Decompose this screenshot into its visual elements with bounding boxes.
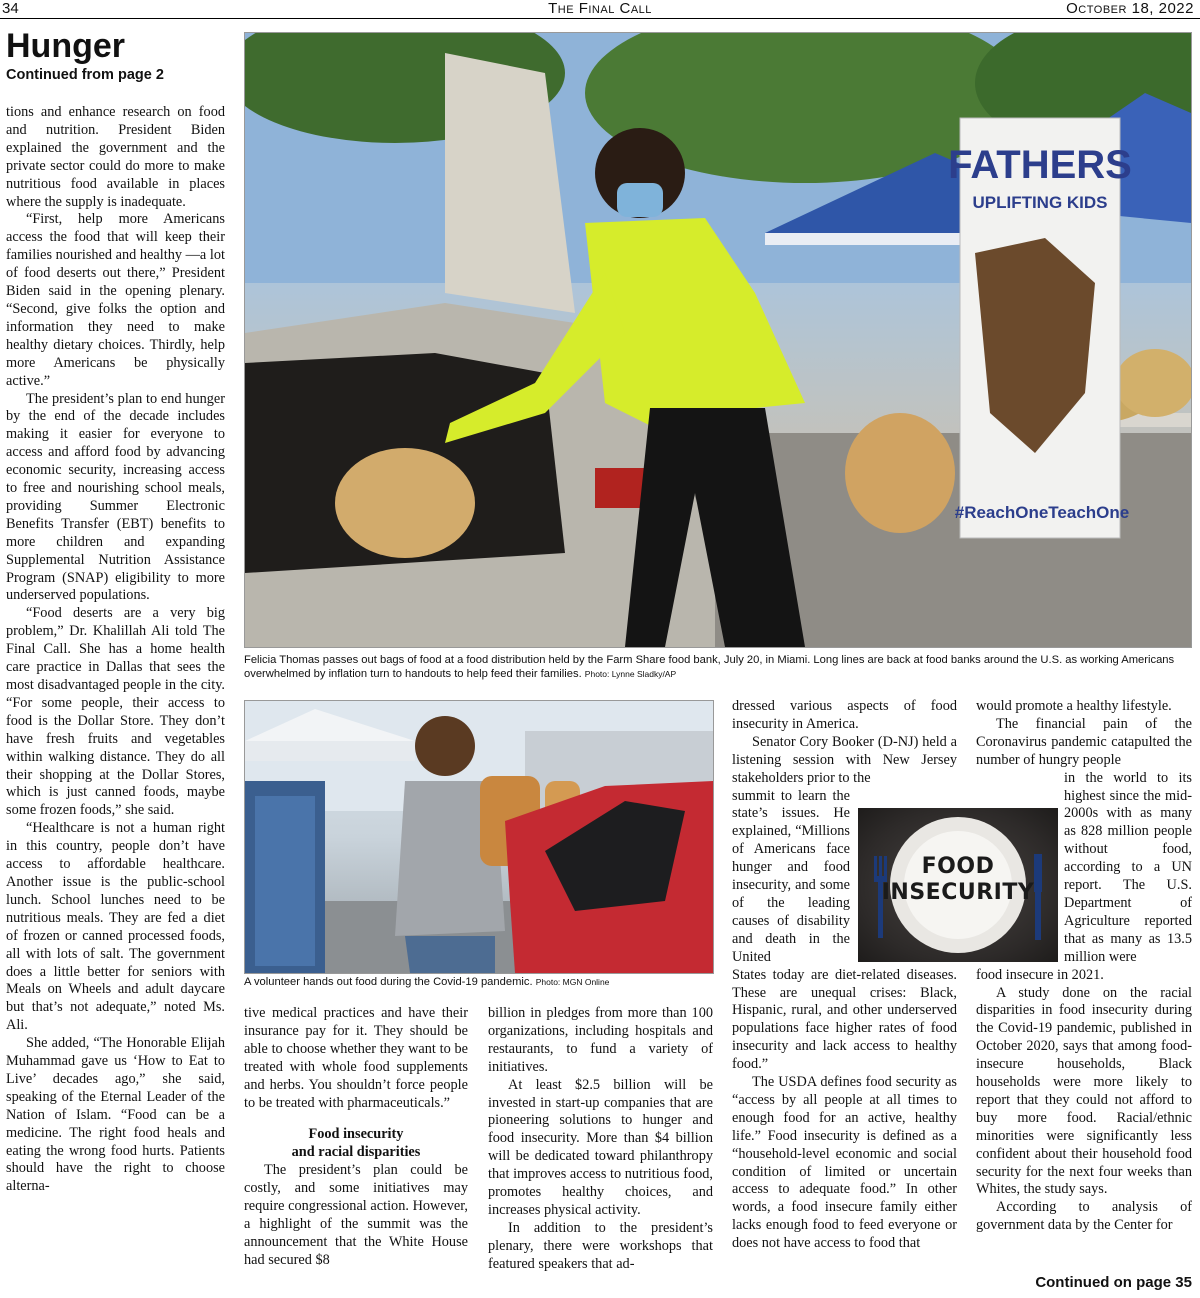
paragraph-continued: States today are diet-related diseases. These are unequal crises: Black, Hispanic, rural, and other underserved populations face higher rates of food insecurity and lack access to healthy food.” bbox=[732, 966, 957, 1073]
food-insecurity-graphic bbox=[858, 808, 1058, 962]
banner-title: FATHERS bbox=[948, 143, 1132, 187]
paragraph: The president’s plan to end hunger by the end of the decade includes making it easier for everyone to access and afford food by advancing economic security, increasing access to free and nourishing school meals, providing Summer Electronic Benefits Transfer (EBT) benefits to more children and expanding Supplemental Nutrition Assistance Program (SNAP) eligibility to more underserved populations. bbox=[6, 390, 225, 604]
caption-text: A volunteer hands out food during the Covid-19 pandemic. bbox=[244, 976, 533, 988]
banner-hashtag: #ReachOneTeachOne bbox=[954, 503, 1130, 522]
second-photo bbox=[244, 700, 714, 974]
continued-on: Continued on page 35 bbox=[1031, 1274, 1192, 1292]
paragraph: “Healthcare is not a human right in this country, people don’t have access to affordable healthcare. Another issue is the public-school lunch. School lunches need to be nutritious meals. They are fed a diet of frozen or canned processed foods, all with lots of salt. The government does a little better for seniors with Meals on Wheels and adult daycare but that’s not adequate,” noted Ms. Ali. bbox=[6, 820, 225, 1034]
paragraph: “Food deserts are a very big problem,” Dr. Khalillah Ali told The Final Call. She has a home health care practice in Dallas that sees the most disadvantaged people in the city. “For some people, their access to food is the Dollar Store. They don’t have fresh fruits and vegetables within walking distance. They do all their shopping at the Dollar Stores, which is just canned foods, maybe some frozen foods,” she said. bbox=[6, 605, 225, 819]
article-column-2 bbox=[244, 1005, 468, 1298]
main-photo-caption bbox=[244, 654, 1194, 681]
headline: Hunger bbox=[6, 27, 125, 65]
paragraph: billion in pledges from more than 100 organizations, including hospitals and restaurants, to fund a variety of initiatives. bbox=[488, 1005, 713, 1075]
paragraph: At least $2.5 billion will be invested in start-up companies that are pioneering solutions to hunger and food insecurity. More than $4 billion will be dedicated toward philanthropy that improves access to nutritious food, promotes healthy choices, and increases physical activity. bbox=[488, 1076, 713, 1218]
paragraph: She added, “The Honorable Elijah Muhammad gave us ‘How to Eat to Live’ decades ago,” she said, speaking of the Eternal Leader of the Nation of Islam. “Food can be a medicine. The right food heals and eating the wrong food hurts. Patients should have the right to choose alterna- bbox=[6, 1035, 225, 1195]
graphic-title-line-1: FOOD bbox=[921, 854, 995, 879]
publication-name: The Final Call bbox=[548, 0, 652, 17]
page-header bbox=[0, 0, 1200, 19]
second-photo-caption bbox=[244, 976, 714, 990]
subheading-line-1: Food insecurity bbox=[308, 1126, 404, 1143]
issue-date: October 18, 2022 bbox=[1066, 0, 1194, 17]
caption-text: Felicia Thomas passes out bags of food at a food distribution held by the Farm Share food bank, July 20, in Miami. Long lines are back at food banks around the U.S. as working Americans overwhelmed by inflation turn to handouts to help feed their families. bbox=[244, 654, 1175, 680]
paragraph: The president’s plan could be costly, and some initiatives may require congressional action. However, a highlight of the summit was the announcement that the White House had secured $8 bbox=[244, 1162, 468, 1268]
paragraph: The financial pain of the Coronavirus pandemic catapulted the number of hungry people bbox=[976, 715, 1192, 768]
paragraph: tive medical practices and have their insurance pay for it. They should be able to choose whether they want to be treated with whole food supplements and herbs. You shouldn’t force people to be treated with pharmaceuticals.” bbox=[244, 1005, 468, 1111]
article-column-4 bbox=[732, 698, 957, 1298]
paragraph: would promote a healthy lifestyle. bbox=[976, 698, 1172, 714]
photo-credit: Photo: Lynne Sladky/AP bbox=[584, 668, 677, 679]
article-column-3 bbox=[488, 1005, 713, 1298]
paragraph-continued: food insecure in 2021. bbox=[976, 966, 1104, 983]
main-photo-illustration bbox=[245, 33, 1191, 647]
paragraph: tions and enhance research on food and nutrition. President Biden explained the government and the private sector could do more to make nutritious food available in places where the supply is inadequate. bbox=[6, 104, 225, 210]
page-number: 34 bbox=[2, 0, 19, 17]
paragraph: The USDA defines food security as “access by all people at all times to enough food for an active, healthy life.” Food insecurity is defined as a “household-level economic and social condition of limited or uncertain access to adequate food.” In other words, a food insecure family either lacks enough food to feed everyone or does not have access to food that bbox=[732, 1074, 957, 1252]
graphic-title-line-2: INSECURITY bbox=[881, 880, 1035, 905]
paragraph: Senator Cory Booker (D-NJ) held a listening session with New Jersey stakeholders prior to the bbox=[732, 733, 957, 786]
subheading bbox=[244, 1126, 468, 1162]
continued-from: Continued from page 2 bbox=[6, 67, 164, 83]
paragraph: A study done on the racial disparities in food insecurity during the Covid-19 pandemic, published in October 2020, says that among food-insecure households, Black households were more likely to report that they could not afford to buy more food. Racial/ethnic minorities were significantly less confident about their household food security for the next four weeks than Whites, the study says. bbox=[976, 984, 1192, 1198]
subheading-line-2: and racial disparities bbox=[291, 1144, 421, 1161]
banner-subtitle: UPLIFTING KIDS bbox=[972, 193, 1108, 212]
paragraph: According to analysis of government data by the Center for bbox=[976, 1199, 1192, 1234]
paragraph: “First, help more Americans access the food that will keep their families nourished and healthy —a lot of food deserts out there,” President Biden said in the opening plenary. “Second, give folks the option and information they need to make healthy dietary choices. Thirdly, help more Americans be physically active.” bbox=[6, 211, 225, 389]
paragraph-wrapped: summit to learn the state’s issues. He explained, “Millions of Americans face hunger and food insecurity, and some of the leading causes of disability and death in the United bbox=[732, 787, 850, 965]
photo-credit: Photo: MGN Online bbox=[535, 977, 610, 987]
article-column-1 bbox=[6, 104, 225, 1298]
paragraph: dressed various aspects of food insecurity in America. bbox=[732, 698, 957, 732]
paragraph-wrapped: in the world to its highest since the mid-2000s with as many as 828 million people without food, according to a UN report. The U.S. Department of Agriculture reported that as many as 13.5 million were bbox=[1064, 769, 1192, 965]
graphic-title bbox=[858, 854, 1058, 906]
paragraph: In addition to the president’s plenary, there were workshops that featured speakers that ad- bbox=[488, 1219, 713, 1272]
main-photo bbox=[244, 32, 1192, 648]
article-column-5 bbox=[976, 698, 1192, 1278]
second-photo-illustration bbox=[245, 701, 713, 973]
